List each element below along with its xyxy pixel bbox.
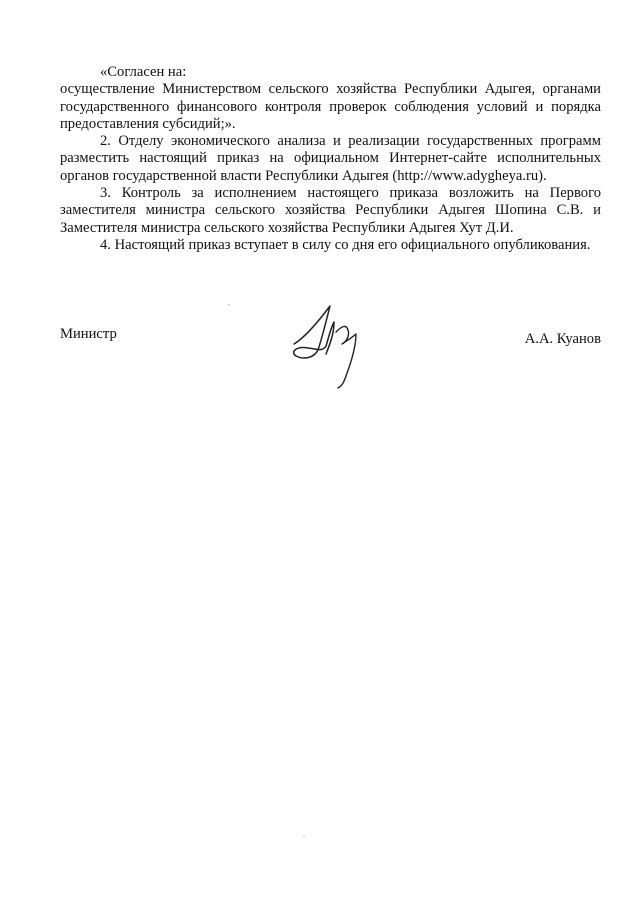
scan-speck: [228, 304, 230, 305]
scan-speck: [303, 836, 305, 837]
signer-name: А.А. Куанов: [524, 331, 601, 347]
consent-paragraph: осуществление Министерством сельского хозяйства Республики Адыгея, органами государственного финансового контроля проверок соблюдения условий и порядка предоставления субсидий;».: [60, 81, 601, 132]
paragraph-3: 3. Контроль за исполнением настоящего приказа возложить на Первого заместителя министра сельского хозяйства Республики Адыгея Шопина С.В. и Заместителя министра сельского хозяйства Республики Адыгея Хут Д.И.: [60, 185, 601, 236]
handwritten-signature: [280, 302, 370, 392]
signer-title: Министр: [60, 326, 117, 342]
consent-heading: «Согласен на:: [100, 64, 187, 80]
document-body: [60, 64, 601, 254]
signature-block: [60, 318, 601, 398]
paragraph-2: 2. Отделу экономического анализа и реализации государственных программ разместить настоящий приказ на официальном Интернет-сайте исполнительных органов государственной власти Республики Адыгея (http://www.adygheya.ru).: [60, 133, 601, 184]
paragraph-4: 4. Настоящий приказ вступает в силу со дня его официального опубликования.: [100, 236, 591, 253]
